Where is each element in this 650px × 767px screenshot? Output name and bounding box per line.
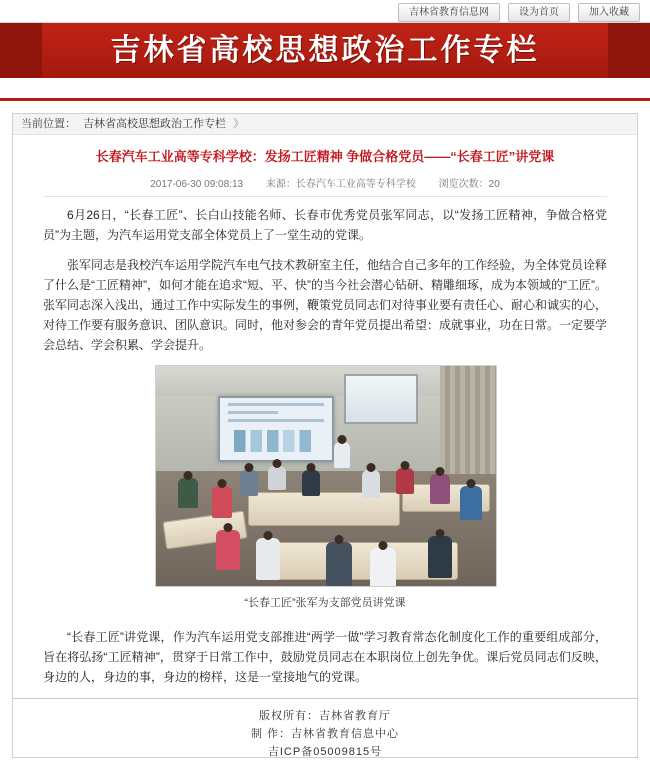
banner-underline <box>0 101 650 105</box>
photo-person <box>428 536 452 578</box>
photo-curtain <box>440 366 496 474</box>
photo-person <box>370 548 396 587</box>
photo-person <box>256 538 280 580</box>
photo-screen-line <box>228 403 324 406</box>
article-views: 浏览次数：20 <box>438 179 500 190</box>
breadcrumb <box>13 114 637 135</box>
photo-screen-chart <box>234 430 316 452</box>
article <box>13 135 637 687</box>
photo-person <box>430 474 450 504</box>
photo-person <box>212 486 232 518</box>
site-banner <box>0 22 650 105</box>
photo-person <box>302 470 320 496</box>
photo-person-speaker <box>334 442 350 468</box>
article-photo <box>155 365 497 587</box>
photo-screen-line <box>228 411 278 414</box>
top-utility-bar <box>0 0 650 22</box>
article-photo-caption: “长春工匠”张军为支部党员讲党课 <box>244 597 406 609</box>
photo-person <box>362 470 380 498</box>
photo-person <box>240 470 258 496</box>
article-datetime: 2017-06-30 09:08:13 <box>150 179 244 190</box>
breadcrumb-arrow-icon: 》 <box>233 118 245 130</box>
site-footer <box>12 698 638 761</box>
photo-person <box>178 478 198 508</box>
article-meta <box>43 175 607 197</box>
photo-window <box>344 374 418 424</box>
link-add-favorite[interactable]: 加入收藏 <box>578 3 640 22</box>
photo-person <box>460 486 482 520</box>
footer-producer: 制 作：吉林省教育信息中心 <box>250 728 400 740</box>
photo-projection-screen <box>218 396 334 462</box>
footer-copyright: 版权所有：吉林省教育厅 <box>259 710 391 722</box>
article-source: 来源：长春汽车工业高等专科学校 <box>265 179 416 190</box>
content-frame <box>12 113 638 758</box>
banner-red-bar <box>0 23 650 78</box>
site-title: 吉林省高校思想政治工作专栏 <box>110 33 540 68</box>
breadcrumb-path[interactable]: 吉林省高校思想政治工作专栏 <box>83 118 227 130</box>
photo-person <box>268 466 286 490</box>
footer-icp: 吉ICP备05009815号 <box>267 746 383 758</box>
breadcrumb-prefix: 当前位置： <box>21 118 76 130</box>
banner-nav-strip <box>0 78 650 101</box>
article-body <box>43 205 607 687</box>
photo-person <box>396 468 414 494</box>
photo-person <box>326 542 352 586</box>
link-education-portal[interactable]: 吉林省教育信息网 <box>398 3 500 22</box>
link-set-homepage[interactable]: 设为首页 <box>508 3 570 22</box>
photo-person <box>216 530 240 570</box>
article-photo-block <box>155 365 495 613</box>
article-paragraph: 6月26日，“长春工匠”、长白山技能名师、长春市优秀党员张军同志，以“发扬工匠精神，争做合格党员”为主题，为汽车运用党支部全体党员上了一堂生动的党课。 <box>43 208 607 242</box>
article-paragraph: “长春工匠”讲党课，作为汽车运用党支部推进“两学一做”学习教育常态化制度化工作的重要组成部分，旨在将弘扬“工匠精神”，贯穿于日常工作中，鼓励党员同志在本职岗位上创先争优。课后党员同志们反映，身边的人，身边的事，身边的榜样，这是一堂接地气的党课。 <box>43 630 607 684</box>
article-title: 长春汽车工业高等专科学校：发扬工匠精神 争做合格党员——“长春工匠”讲党课 <box>95 149 555 164</box>
article-paragraph: 张军同志是我校汽车运用学院汽车电气技术教研室主任，他结合自己多年的工作经验，为全体党员诠释了什么是“工匠精神”，如何才能在追求“短、平、快”的当今社会潜心钻研、精雕细琢，成为本领域的“工匠”。张军同志深入浅出，通过工作中实际发生的事例，鞭策党员同志们对待事业要有责任心、耐心和诚实的心，对待工作要有服务意识、团队意识。同时，他对参会的青年党员提出希望：成就事业，功在日常。一定要学会总结、学会积累、学会提升。 <box>43 258 608 352</box>
photo-screen-line <box>228 419 324 422</box>
